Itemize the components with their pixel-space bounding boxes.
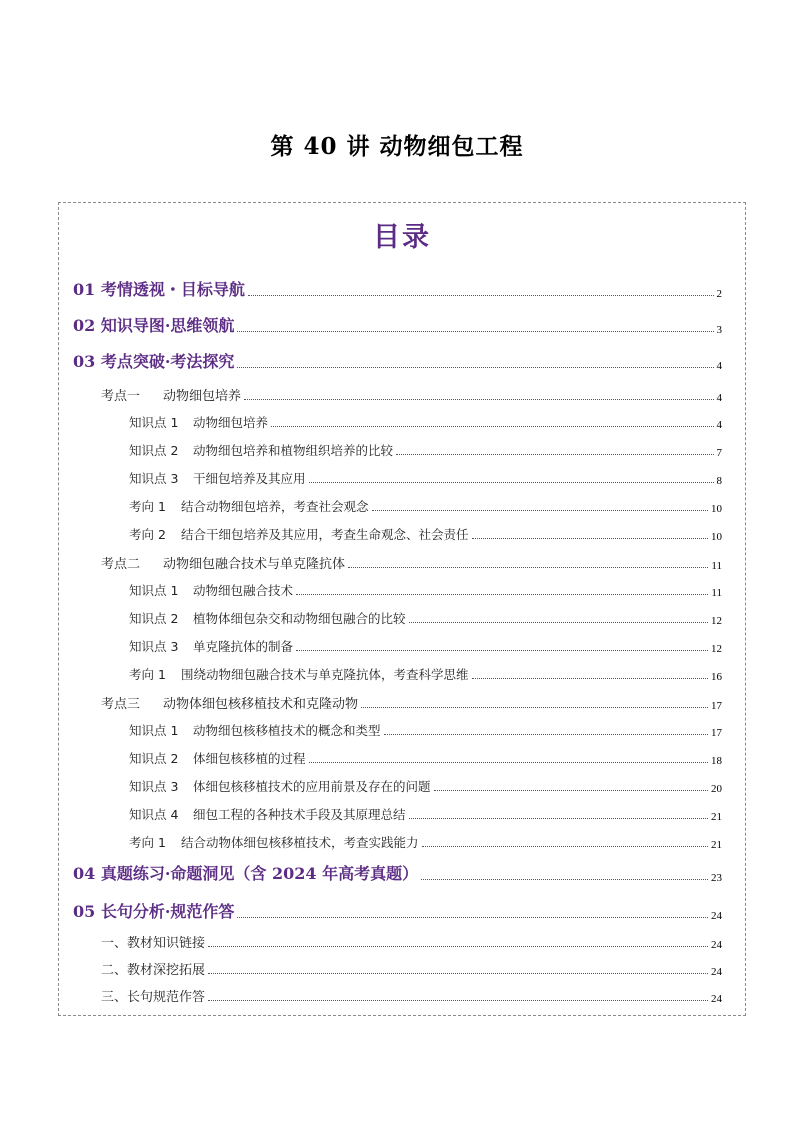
dot-leader: [422, 845, 708, 847]
toc-entry-exam-direction[interactable]: [59, 497, 745, 515]
toc-entry-prefix: 知识点 2: [129, 611, 179, 626]
toc-entry-knowledge-point[interactable]: [59, 441, 745, 459]
toc-entry-prefix: 考向 1: [129, 667, 166, 682]
toc-entry-label: 单克隆抗体的制备: [193, 639, 294, 654]
dot-leader: [434, 789, 708, 791]
toc-page-number: 24: [711, 993, 722, 1005]
toc-entry-label: 动物细包培养和植物组织培养的比较: [193, 443, 394, 458]
toc-entry-prefix: 考向 1: [129, 835, 166, 850]
toc-entry-exam-direction[interactable]: [59, 525, 745, 543]
dot-leader: [409, 621, 708, 623]
toc-entry-topic-2[interactable]: [59, 553, 745, 572]
dot-leader: [348, 566, 708, 568]
toc-page-number: 3: [716, 324, 722, 336]
toc-entry-label: 细包工程的各种技术手段及其原理总结: [193, 807, 406, 822]
dot-leader: [237, 330, 713, 332]
dot-leader: [208, 945, 708, 947]
toc-entry-label: 一、教材知识链接: [101, 936, 206, 951]
toc-page-number: 4: [716, 419, 722, 431]
toc-entry-subsection[interactable]: [59, 986, 745, 1005]
dot-leader: [384, 733, 708, 735]
toc-entry-label: 动物细包培养: [193, 415, 269, 430]
toc-entry-label: 二、教材深挖拓展: [101, 963, 206, 978]
toc-entry-label: 动物细包培养: [163, 389, 242, 404]
toc-page-number: 24: [711, 966, 722, 978]
toc-entry-exam-direction[interactable]: [59, 665, 745, 683]
dot-leader: [372, 509, 708, 511]
toc-entry-prefix: 知识点 1: [129, 723, 179, 738]
table-of-contents: [58, 202, 746, 1016]
toc-entry-label: 体细包核移植技术的应用前景及存在的问题: [193, 779, 431, 794]
toc-entry-topic-1[interactable]: [59, 385, 745, 404]
toc-page-number: 11: [711, 560, 722, 572]
toc-entry-label: 04 真题练习·命题洞见（含 2024 年高考真题）: [73, 864, 419, 883]
dot-leader: [309, 761, 708, 763]
toc-page-number: 20: [711, 783, 722, 795]
toc-entry-label: 结合动物体细包核移植技术，考查实践能力: [181, 835, 419, 850]
toc-entry-label: 动物细包核移植技术的概念和类型: [193, 723, 381, 738]
toc-entry-label: 体细包核移植的过程: [193, 751, 306, 766]
toc-page-number: 16: [711, 671, 722, 683]
toc-entry-prefix: 知识点 1: [129, 583, 179, 598]
toc-page-number: 12: [711, 615, 722, 627]
dot-leader: [472, 537, 708, 539]
toc-entry-label: 动物体细包核移植技术和克隆动物: [163, 697, 359, 712]
toc-page-number: 4: [716, 360, 722, 372]
toc-entry-knowledge-point[interactable]: [59, 777, 745, 795]
dot-leader: [396, 453, 713, 455]
toc-entry-prefix: 考向 2: [129, 527, 166, 542]
toc-entry-prefix: 考点三: [101, 697, 141, 712]
dot-leader: [421, 878, 708, 880]
toc-entry-subsection[interactable]: [59, 932, 745, 951]
toc-entry-prefix: 知识点 3: [129, 471, 179, 486]
dot-leader: [237, 916, 708, 918]
toc-entry-knowledge-point[interactable]: [59, 749, 745, 767]
dot-leader: [248, 294, 714, 296]
toc-entry-label: 01 考情透视・目标导航: [73, 280, 245, 299]
toc-entry-prefix: 知识点 1: [129, 415, 179, 430]
toc-entry-knowledge-point[interactable]: [59, 805, 745, 823]
toc-entry-label: 三、长句规范作答: [101, 990, 206, 1005]
dot-leader: [208, 999, 708, 1001]
toc-entry-section-04[interactable]: [59, 861, 745, 884]
page-title: 第 40 讲 动物细包工程: [270, 133, 524, 160]
toc-page-number: 23: [711, 872, 722, 884]
toc-page-number: 21: [711, 811, 722, 823]
toc-entry-prefix: 考点一: [101, 389, 141, 404]
toc-entry-prefix: 考点二: [101, 557, 141, 572]
toc-entry-prefix: 知识点 2: [129, 443, 179, 458]
toc-entry-label: 03 考点突破·考法探究: [73, 352, 235, 371]
toc-entry-label: 05 长句分析·规范作答: [73, 902, 235, 921]
toc-entry-prefix: 考向 1: [129, 499, 166, 514]
dot-leader: [309, 481, 714, 483]
toc-entry-section-05[interactable]: [59, 899, 745, 922]
toc-entry-prefix: 知识点 3: [129, 639, 179, 654]
toc-page-number: 21: [711, 839, 722, 851]
dot-leader: [361, 706, 708, 708]
toc-entry-knowledge-point[interactable]: [59, 637, 745, 655]
toc-page-number: 17: [711, 700, 722, 712]
toc-entry-prefix: 知识点 4: [129, 807, 179, 822]
dot-leader: [208, 972, 708, 974]
toc-entry-section-01[interactable]: [59, 277, 745, 300]
toc-entry-label: 02 知识导图·思维领航: [73, 316, 235, 335]
toc-heading: 目录: [373, 222, 431, 253]
toc-entry-knowledge-point[interactable]: [59, 581, 745, 599]
toc-page-number: 2: [716, 288, 722, 300]
dot-leader: [244, 398, 713, 400]
toc-page-number: 10: [711, 531, 722, 543]
toc-entry-label: 动物细包融合技术与单克隆抗体: [163, 557, 346, 572]
toc-entry-knowledge-point[interactable]: [59, 469, 745, 487]
toc-page-number: 7: [716, 447, 722, 459]
toc-page-number: 17: [711, 727, 722, 739]
toc-entry-prefix: 知识点 3: [129, 779, 179, 794]
dot-leader: [237, 366, 713, 368]
toc-page-number: 12: [711, 643, 722, 655]
toc-entry-knowledge-point[interactable]: [59, 609, 745, 627]
toc-entry-label: 干细包培养及其应用: [193, 471, 306, 486]
dot-leader: [472, 677, 708, 679]
dot-leader: [409, 817, 708, 819]
toc-page-number: 11: [711, 587, 722, 599]
toc-entry-exam-direction[interactable]: [59, 833, 745, 851]
toc-page-number: 24: [711, 910, 722, 922]
toc-entry-knowledge-point[interactable]: [59, 721, 745, 739]
dot-leader: [296, 593, 708, 595]
toc-page-number: 24: [711, 939, 722, 951]
toc-entry-prefix: 知识点 2: [129, 751, 179, 766]
toc-entry-label: 结合干细包培养及其应用，考查生命观念、社会责任: [181, 527, 469, 542]
dot-leader: [296, 649, 708, 651]
dot-leader: [271, 425, 713, 427]
toc-page-number: 4: [716, 392, 722, 404]
toc-entry-label: 围绕动物细包融合技术与单克隆抗体，考查科学思维: [181, 667, 469, 682]
toc-entry-subsection[interactable]: [59, 959, 745, 978]
toc-entry-topic-3[interactable]: [59, 693, 745, 712]
toc-entry-label: 植物体细包杂交和动物细包融合的比较: [193, 611, 406, 626]
toc-entry-section-02[interactable]: [59, 313, 745, 336]
toc-page-number: 18: [711, 755, 722, 767]
toc-entry-section-03[interactable]: [59, 349, 745, 372]
toc-entry-label: 动物细包融合技术: [193, 583, 294, 598]
toc-entry-label: 结合动物细包培养，考查社会观念: [181, 499, 369, 514]
toc-page-number: 10: [711, 503, 722, 515]
toc-page-number: 8: [716, 475, 722, 487]
toc-entry-knowledge-point[interactable]: [59, 413, 745, 431]
